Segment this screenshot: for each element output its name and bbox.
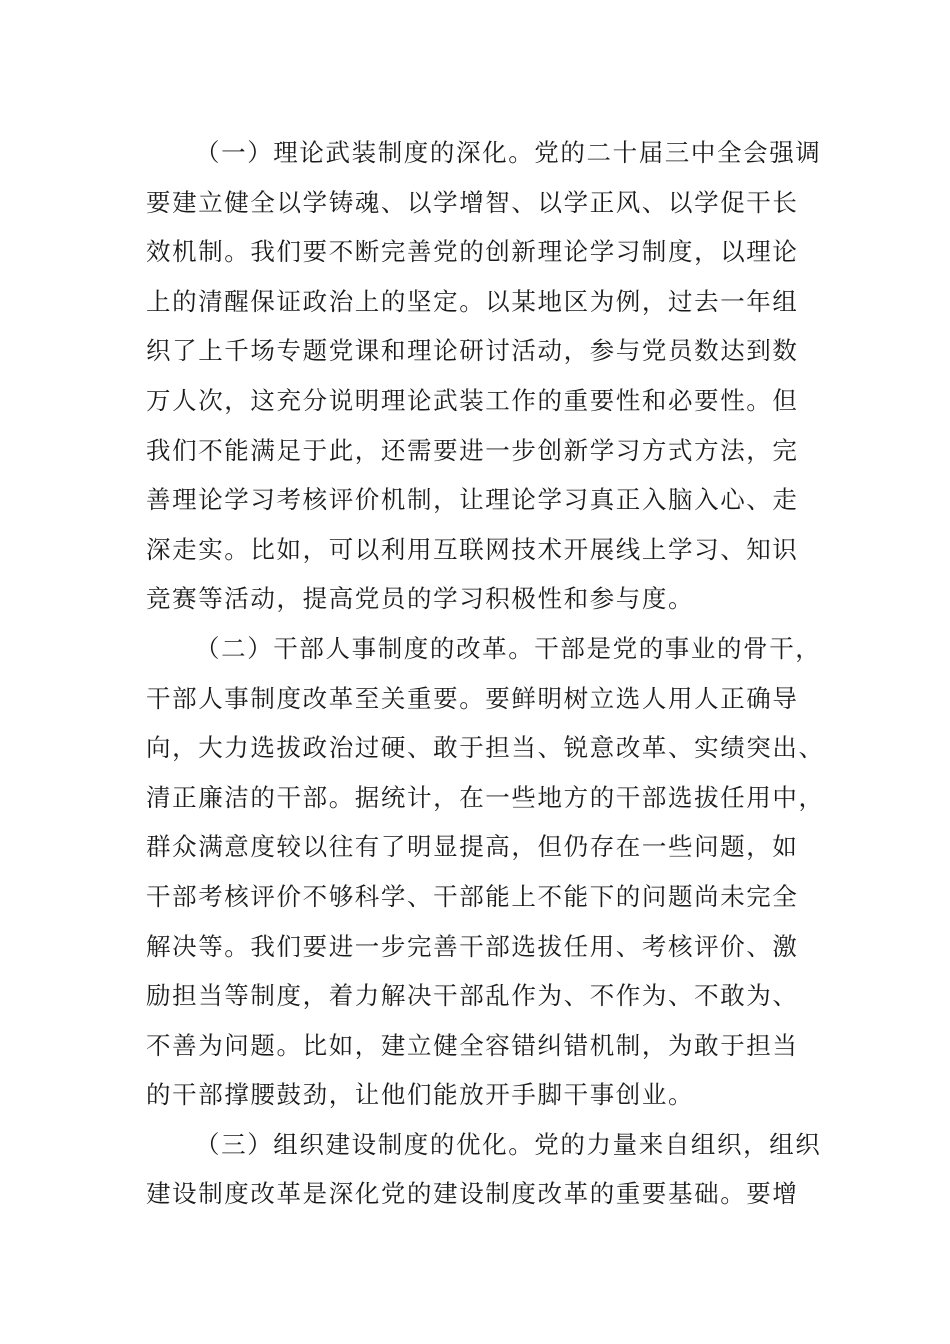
- text-line: 清正廉洁的干部。据统计，在一些地方的干部选拔任用中，: [146, 782, 825, 812]
- paragraph-3: [146, 1120, 822, 1219]
- document-body: [146, 128, 825, 1219]
- text-line: 善理论学习考核评价机制，让理论学习真正入脑入心、走: [146, 485, 799, 515]
- text-line: （三）组织建设制度的优化。党的力量来自组织，组织: [195, 1129, 822, 1159]
- text-line: 干部人事制度改革至关重要。要鲜明树立选人用人正确导: [146, 683, 799, 713]
- text-line: 解决等。我们要进一步完善干部选拔任用、考核评价、激: [146, 931, 799, 961]
- text-line: 群众满意度较以往有了明显提高，但仍存在一些问题，如: [146, 832, 799, 862]
- text-line: 要建立健全以学铸魂、以学增智、以学正风、以学促干长: [146, 187, 799, 217]
- text-line: 励担当等制度，着力解决干部乱作为、不作为、不敢为、: [146, 981, 799, 1011]
- text-line: （二）干部人事制度的改革。干部是党的事业的骨干，: [195, 633, 822, 663]
- text-line: 的干部撑腰鼓劲，让他们能放开手脚干事创业。: [146, 1080, 695, 1110]
- text-line: 我们不能满足于此，还需要进一步创新学习方式方法，完: [146, 435, 799, 465]
- text-line: 万人次，这充分说明理论武装工作的重要性和必要性。但: [146, 385, 799, 415]
- text-line: （一）理论武装制度的深化。党的二十届三中全会强调: [195, 138, 822, 167]
- text-line: 效机制。我们要不断完善党的创新理论学习制度，以理论: [146, 237, 799, 267]
- text-line: 向，大力选拔政治过硬、敢于担当、锐意改革、实绩突出、: [146, 733, 825, 763]
- text-line: 建设制度改革是深化党的建设制度改革的重要基础。要增: [146, 1179, 799, 1209]
- text-line: 织了上千场专题党课和理论研讨活动，参与党员数达到数: [146, 336, 799, 366]
- text-line: 不善为问题。比如，建立健全容错纠错机制，为敢于担当: [146, 1030, 799, 1060]
- text-line: 竞赛等活动，提高党员的学习积极性和参与度。: [146, 584, 695, 614]
- text-line: 深走实。比如，可以利用互联网技术开展线上学习、知识: [146, 534, 799, 564]
- text-line: 上的清醒保证政治上的坚定。以某地区为例，过去一年组: [146, 286, 799, 316]
- paragraph-2: [146, 624, 825, 1120]
- paragraph-1: [146, 128, 822, 624]
- text-line: 干部考核评价不够科学、干部能上不能下的问题尚未完全: [146, 881, 799, 911]
